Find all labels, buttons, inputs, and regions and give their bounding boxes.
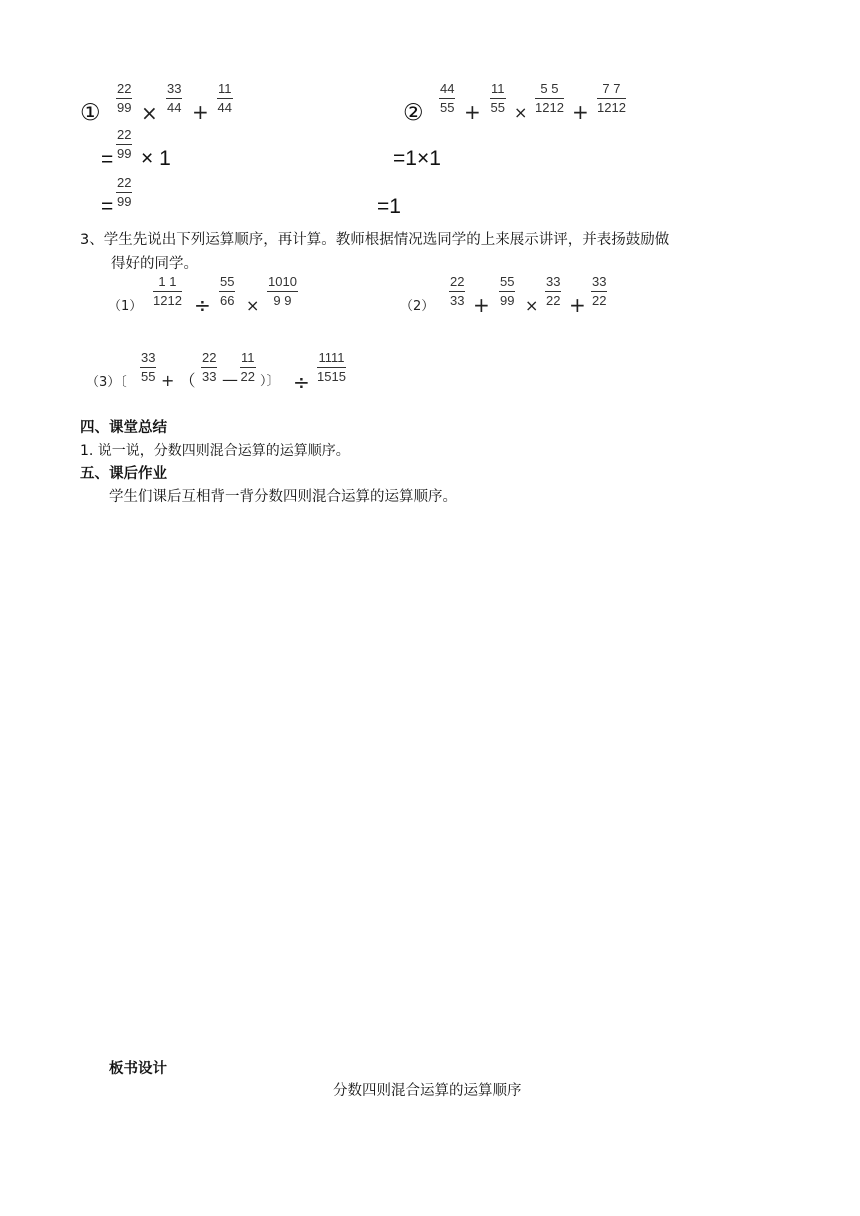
divide-operator: ÷: [293, 370, 310, 394]
step-result-1x1: =1×1: [393, 147, 441, 170]
times-one: × 1: [141, 147, 171, 170]
fraction-1-1212: 1 1 1212: [153, 274, 182, 308]
question-2-label: （2）: [400, 299, 435, 314]
times-operator: ×: [525, 296, 539, 315]
plus-operator: +: [473, 293, 490, 317]
plus-operator: +: [192, 100, 209, 124]
plus-operator: +: [464, 100, 481, 124]
divide-operator: ÷: [194, 293, 211, 317]
board-title: 分数四则混合运算的运算顺序: [333, 1083, 522, 1099]
plus-open-paren: + （: [161, 371, 196, 390]
fraction-22-99: 22 99: [117, 81, 132, 115]
fraction-33-22: 33 22: [546, 274, 561, 308]
homework-heading: 五、课后作业: [80, 466, 167, 482]
equals-sign: =: [101, 148, 114, 171]
fraction-22-33: 22 33: [450, 274, 465, 308]
fraction-1111-1515: 1111 1515: [317, 350, 346, 384]
times-operator: ×: [141, 101, 158, 125]
fraction-44-55: 44 55: [440, 81, 455, 115]
circled-number-1: ①: [80, 100, 101, 126]
question-3-label: （3）〔: [86, 375, 127, 390]
homework-text: 学生们课后互相背一背分数四则混合运算的运算顺序。: [109, 489, 457, 505]
fraction-22-99: 22 99: [117, 127, 132, 161]
fraction-11-44: 11 44: [217, 81, 232, 115]
fraction-5-1212: 5 5 1212: [535, 81, 564, 115]
board-heading: 板书设计: [109, 1061, 167, 1077]
minus-operator: —: [222, 370, 238, 389]
plus-operator: +: [569, 293, 586, 317]
fraction-11-55: 11 55: [490, 81, 505, 115]
step-result-1: =1: [377, 195, 401, 218]
fraction-33-22: 33 22: [592, 274, 607, 308]
item3-instruction-line1: 3、学生先说出下列运算顺序，再计算。教师根据情况选同学的上来展示讲评，并表扬鼓励做: [80, 232, 670, 248]
fraction-22-33: 22 33: [202, 350, 217, 384]
close-brackets: ）〕: [260, 374, 280, 389]
times-operator: ×: [246, 296, 260, 315]
fraction-22-99: 22 99: [117, 175, 132, 209]
fraction-7-1212: 7 7 1212: [597, 81, 626, 115]
fraction-11-22: 11 22: [240, 350, 255, 384]
equals-sign: =: [101, 195, 114, 218]
question-1-label: （1）: [108, 299, 143, 314]
fraction-55-66: 55 66: [220, 274, 235, 308]
summary-heading: 四、课堂总结: [80, 420, 167, 436]
fraction-33-44: 33 44: [167, 81, 182, 115]
fraction-1010-99: 1010 9 9: [268, 274, 297, 308]
summary-item: 1. 说一说，分数四则混合运算的运算顺序。: [80, 443, 350, 459]
times-operator: ×: [514, 103, 528, 122]
fraction-55-99: 55 99: [500, 274, 515, 308]
item3-instruction-line2: 得好的同学。: [111, 256, 198, 272]
plus-operator: +: [572, 100, 589, 124]
circled-number-2: ②: [403, 100, 424, 126]
fraction-33-55: 33 55: [141, 350, 156, 384]
